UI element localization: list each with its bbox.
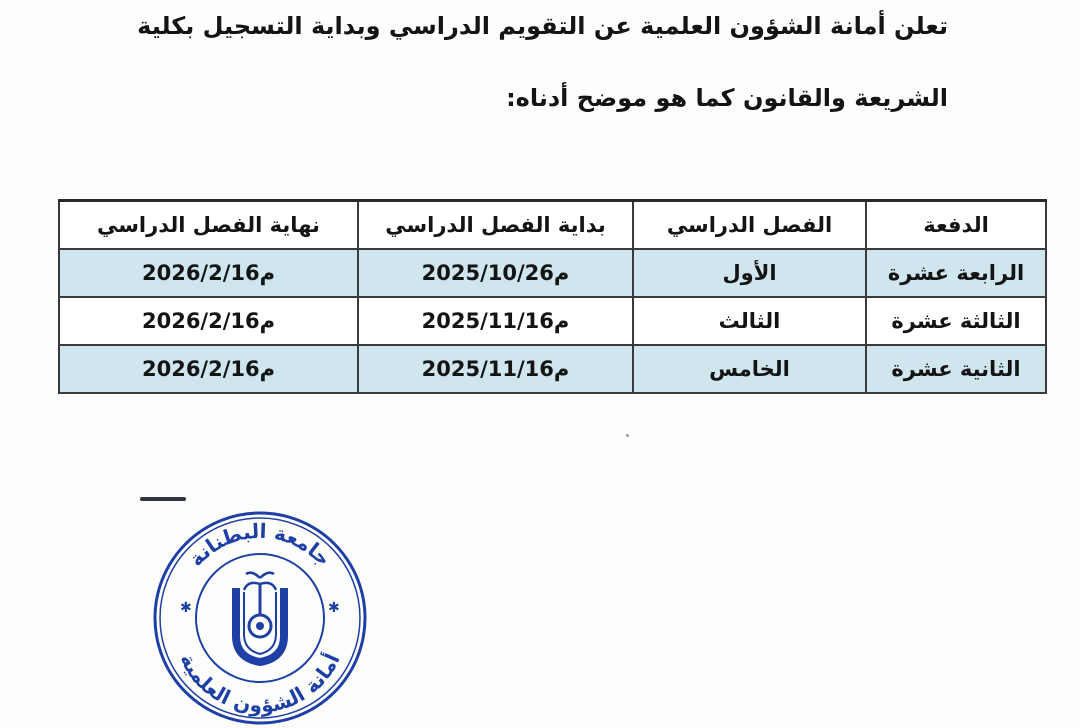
table-row <box>59 297 1046 345</box>
cell-end-date <box>59 345 358 393</box>
start-date-text: 2025/11/16م <box>421 309 570 333</box>
cell-start-date <box>358 249 633 297</box>
cell-start-date <box>358 345 633 393</box>
cell-start-date <box>358 297 633 345</box>
seal-star-icon: ✱ <box>328 600 340 616</box>
end-date-text: 2026/2/16م <box>141 357 276 381</box>
header-batch: الدفعة <box>866 201 1046 250</box>
start-date-text: 2025/10/26م <box>421 261 570 285</box>
announcement-line-1: تعلن أمانة الشؤون العلمية عن التقويم الدراسي وبداية التسجيل بكلية <box>137 12 948 40</box>
cell-semester: الخامس <box>633 345 866 393</box>
cell-batch: الرابعة عشرة <box>866 249 1046 297</box>
header-semester: الفصل الدراسي <box>633 201 866 250</box>
end-date-text: 2026/2/16م <box>141 261 276 285</box>
cell-end-date <box>59 297 358 345</box>
cell-batch: الثالثة عشرة <box>866 297 1046 345</box>
seal-top-text: جامعة البطنانة <box>183 518 337 571</box>
seal-star-icon: ✱ <box>180 600 192 616</box>
academic-calendar-table <box>58 199 1047 394</box>
table-row <box>59 249 1046 297</box>
header-start-date: بداية الفصل الدراسي <box>358 201 633 250</box>
seal-bottom-text: أمانة الشؤون العلمية <box>175 649 345 718</box>
announcement-line-2: الشريعة والقانون كما هو موضح أدناه: <box>506 84 948 112</box>
signature-stroke <box>140 497 186 501</box>
table-header-row <box>59 201 1046 250</box>
table-row <box>59 345 1046 393</box>
cell-semester: الأول <box>633 249 866 297</box>
cell-batch: الثانية عشرة <box>866 345 1046 393</box>
cell-semester: الثالث <box>633 297 866 345</box>
scan-speck <box>626 434 629 437</box>
university-emblem-icon <box>236 573 284 662</box>
cell-end-date <box>59 249 358 297</box>
end-date-text: 2026/2/16م <box>141 309 276 333</box>
university-seal <box>150 508 370 728</box>
header-end-date: نهاية الفصل الدراسي <box>59 201 358 250</box>
start-date-text: 2025/11/16م <box>421 357 570 381</box>
